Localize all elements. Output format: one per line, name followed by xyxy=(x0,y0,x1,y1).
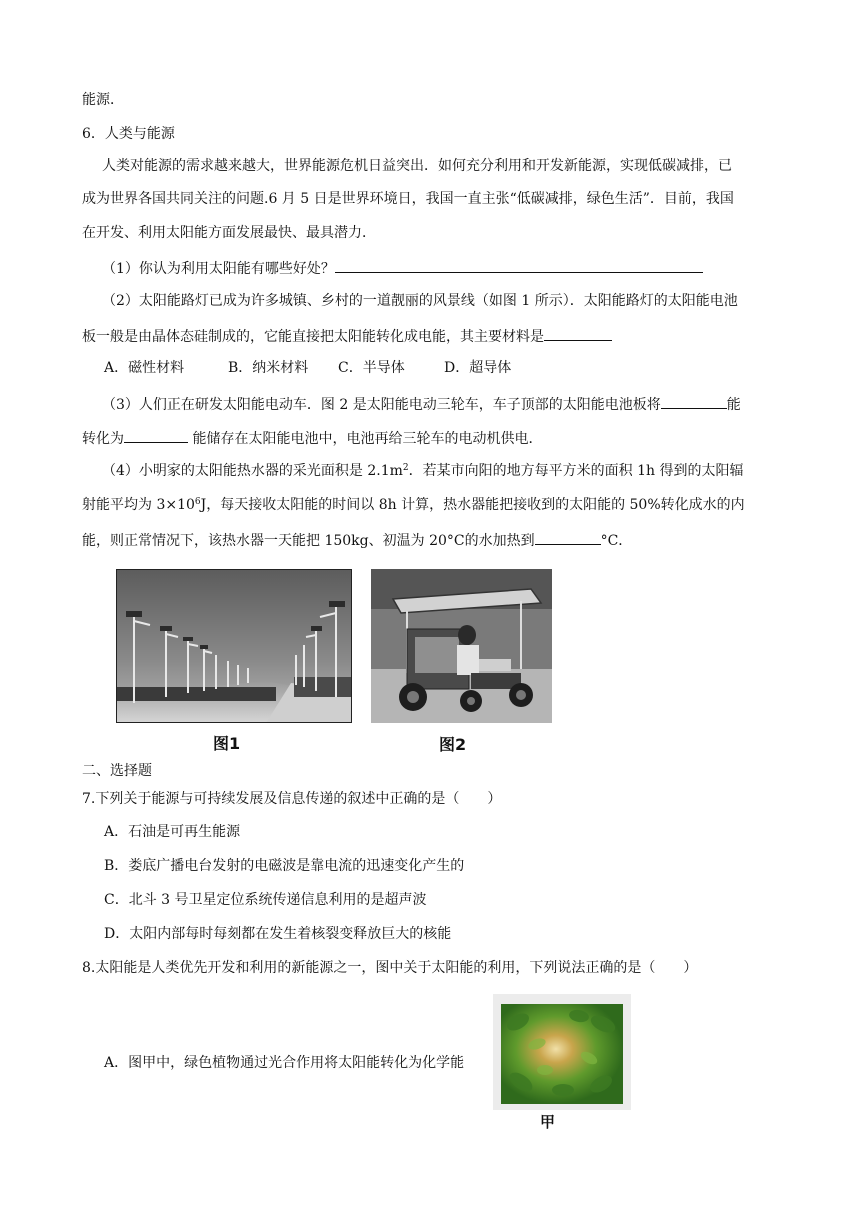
question-6-2-line-2 xyxy=(82,325,612,347)
figure-jia-caption: 甲 xyxy=(540,1113,556,1131)
option-7-d: D．太阳内部每时每刻都在发生着核裂变释放巨大的核能 xyxy=(104,926,452,942)
question-6-4-line-3 xyxy=(82,529,632,551)
question-6-heading: 6．人类与能源 xyxy=(82,126,175,142)
paragraph-line-1: 人类对能源的需求越来越大，世界能源危机日益突出．如何充分利用和开发新能源，实现低碳减排，已 xyxy=(102,158,732,174)
question-6-2-options xyxy=(104,358,511,378)
answer-blank-6-1[interactable] xyxy=(335,257,703,273)
question-6-3-text-4: 能储存在太阳能电池中，电池再给三轮车的电动机供电． xyxy=(188,431,543,447)
option-6-2-b: B．纳米材料 xyxy=(228,360,309,376)
question-6-4-text-2: ．若某市向阳的地方每平方米的面积 1h 得到的太阳辐 xyxy=(408,463,744,479)
question-6-3-line-2 xyxy=(82,427,542,449)
option-8-a: A．图甲中，绿色植物通过光合作用将太阳能转化为化学能 xyxy=(104,1055,465,1071)
answer-blank-6-2[interactable] xyxy=(544,325,612,341)
question-6-1-text: （1）你认为利用太阳能有哪些好处？ xyxy=(102,261,335,277)
option-7-a: A．石油是可再生能源 xyxy=(104,824,241,840)
figure-2-solar-tricycle xyxy=(371,569,552,723)
answer-blank-6-3-a[interactable] xyxy=(661,393,727,409)
answer-blank-6-3-b[interactable] xyxy=(124,427,188,443)
question-6-2-text: 板一般是由晶体态硅制成的，它能直接把太阳能转化成电能，其主要材料是 xyxy=(82,329,544,345)
solar-tricycle-image-icon xyxy=(371,569,552,723)
figure-1-solar-street-lights xyxy=(116,569,352,723)
question-6-4-line-2 xyxy=(82,495,745,515)
question-6-4-text-5: 能，则正常情况下，该热水器一天能把 150kg、初温为 20°C的水加热到 xyxy=(82,533,535,549)
green-plant-image-icon xyxy=(493,994,631,1110)
figure-jia-photosynthesis xyxy=(493,994,631,1110)
question-6-2-line-1: （2）太阳能路灯已成为许多城镇、乡村的一道靓丽的风景线（如图 1 所示）．太阳能路灯的太阳能电池 xyxy=(102,293,738,309)
answer-blank-6-4[interactable] xyxy=(535,529,601,545)
question-6-4-text-4: J，每天接收太阳能的时间以 8h 计算，热水器能把接收到的太阳能的 50%转化成水的内 xyxy=(200,497,745,513)
option-7-b: B．娄底广播电台发射的电磁波是靠电流的迅速变化产生的 xyxy=(104,858,465,874)
question-7-stem: 7.下列关于能源与可持续发展及信息传递的叙述中正确的是（ ） xyxy=(82,791,502,807)
section-2-heading: 二、选择题 xyxy=(82,763,152,779)
superscript-squared: 2 xyxy=(402,463,409,473)
question-6-1 xyxy=(102,257,703,279)
question-6-3-text-1: （3）人们正在研发太阳能电动车．图 2 是太阳能电动三轮车，车子顶部的太阳能电池板将 xyxy=(102,397,661,413)
question-6-4-text-1: （4）小明家的太阳能热水器的采光面积是 2.1m xyxy=(102,463,403,479)
question-8-stem: 8.太阳能是人类优先开发和利用的新能源之一，图中关于太阳能的利用，下列说法正确的是（ ） xyxy=(82,960,698,976)
question-6-3-text-2: 能 xyxy=(726,397,741,413)
option-6-2-d: D．超导体 xyxy=(444,360,512,376)
question-6-4-text-3: 射能平均为 3×10 xyxy=(82,497,195,513)
text-line-energy-end: 能源． xyxy=(82,92,124,108)
superscript-exponent: 6 xyxy=(194,497,201,507)
figure-1-caption: 图1 xyxy=(213,734,241,753)
option-7-c: C．北斗 3 号卫星定位系统传递信息利用的是超声波 xyxy=(104,892,427,908)
question-6-3-line-1 xyxy=(102,393,741,415)
figure-2-caption: 图2 xyxy=(439,735,467,754)
street-lights-image-icon xyxy=(116,569,352,723)
question-6-3-text-3: 转化为 xyxy=(82,431,124,447)
paragraph-line-2: 成为世界各国共同关注的问题.6 月 5 日是世界环境日，我国一直主张“低碳减排，绿色生活”．目前，我国 xyxy=(82,191,734,207)
option-6-2-c: C．半导体 xyxy=(338,360,405,376)
paragraph-line-3: 在开发、利用太阳能方面发展最快、最具潜力． xyxy=(82,225,376,241)
question-6-4-text-6: °C． xyxy=(600,533,633,549)
option-6-2-a: A．磁性材料 xyxy=(104,360,185,376)
question-6-4-line-1 xyxy=(102,461,743,481)
